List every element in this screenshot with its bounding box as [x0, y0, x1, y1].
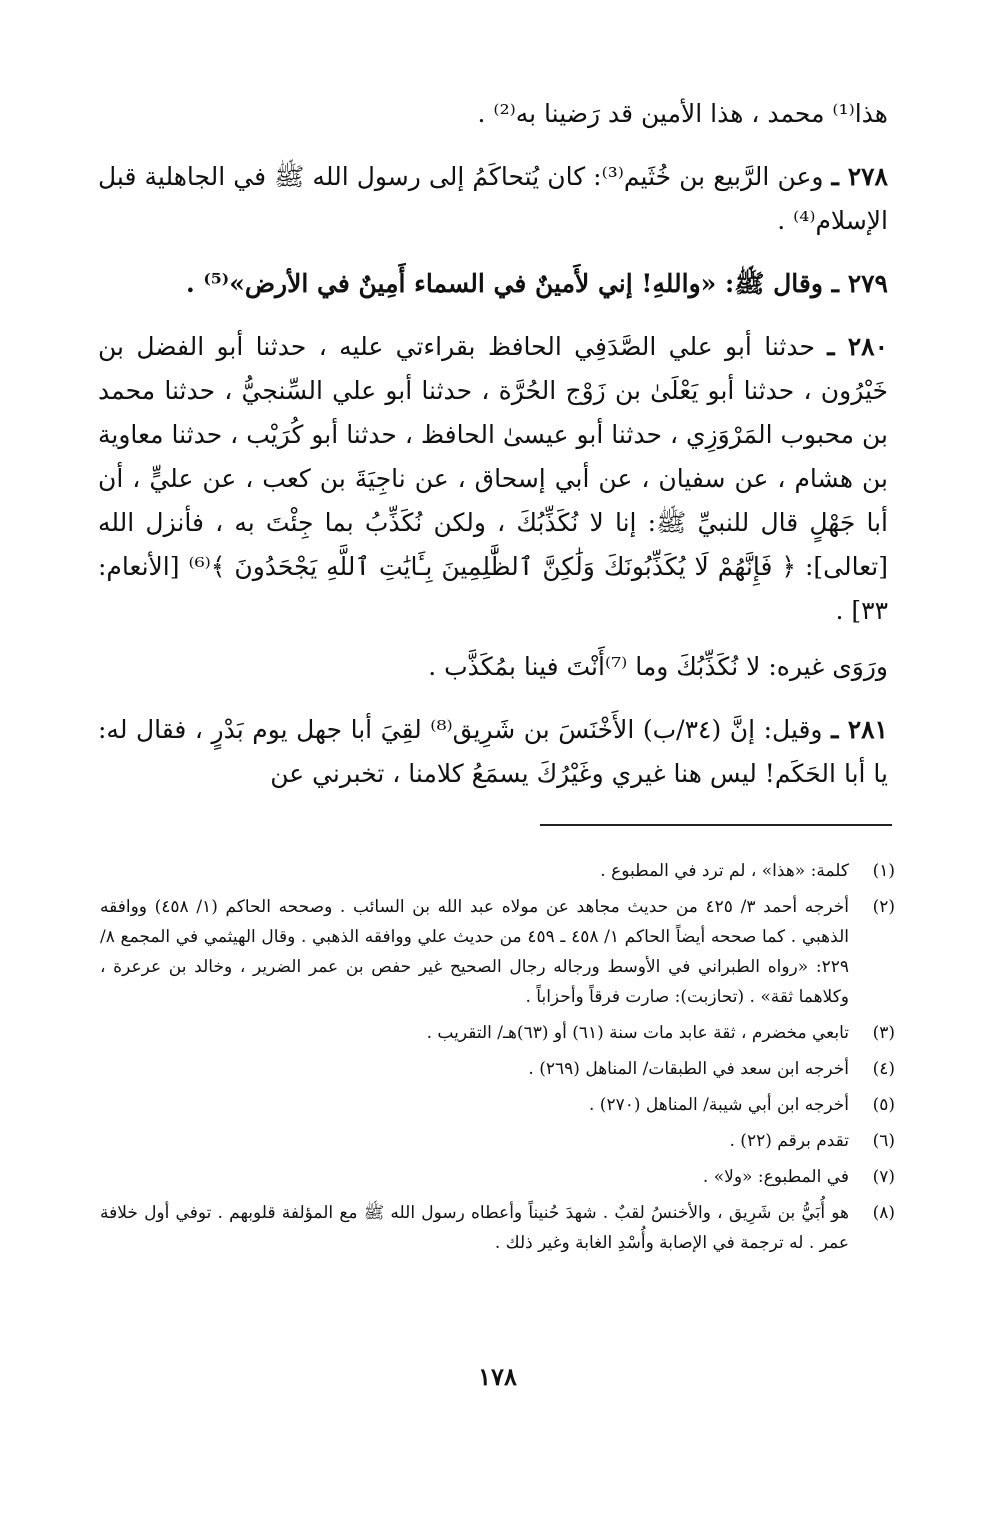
footnote	[100, 892, 895, 1012]
page-number: ١٧٨	[478, 1362, 517, 1391]
footnote-label: (١)	[872, 861, 895, 881]
footnote-label: (٧)	[872, 1167, 895, 1187]
footnote-text: كلمة: «هذا» ، لم ترد في المطبوع .	[600, 861, 849, 881]
opening-line: هذا⁽¹⁾ محمد ، هذا الأمين قد رَضينا به⁽²⁾ .	[477, 99, 888, 128]
paragraph-280	[98, 325, 888, 633]
paragraph-number: ٢٧٨ ـ	[831, 162, 888, 191]
footnote-label: (٥)	[872, 1095, 895, 1115]
footnote-separator	[540, 824, 892, 826]
footnote-text: هو أُبَيُّ بن شَرِيق ، والأخنسُ لقبٌ . شهدَ حُنيناً وأعطاه رسول الله ﷺ مع المؤلفة قلوبهم . توفي أول خلافة عمر . له ترجمة في الإصابة وأُسْدِ الغابة وغير ذلك .	[100, 1203, 849, 1253]
paragraph-text: حدثنا أبو علي الصَّدَفِي الحافظ بقراءتي عليه ، حدثنا أبو الفضل بن خَيْرُون ، حدثنا أبو يَعْلَىٰ بن زَوْج الحُرَّة ، حدثنا أبو علي السِّنجيُّ ، حدثنا محمد بن محبوب المَرْوَزِي ، حدثنا أبو عيسىٰ الحافظ ، حدثنا أبو كُرَيْب ، حدثنا معاوية بن هشام ، عن سفيان ، عن أبي إسحاق ، عن ناجِيَةَ بن كعب ، عن عليٍّ ، أن أبا جَهْلٍ قال للنبيِّ ﷺ: إنا لا نُكَذِّبُكَ ، ولكن نُكَذِّبُ بما جِئْتَ به ، فأنزل الله [تعالى]: ﴿ فَإِنَّهُمْ لَا يُكَذِّبُونَكَ وَلَٰكِنَّ ٱلظَّٰلِمِينَ بِـَٔايَٰتِ ٱللَّهِ يَجْحَدُونَ ﴾⁽⁶⁾ [الأنعام: ٣٣] .	[98, 332, 888, 625]
footnote	[100, 856, 895, 886]
paragraph-281	[98, 708, 888, 796]
footnote-text: أخرجه ابن أبي شيبة/ المناهل (٢٧٠) .	[589, 1095, 849, 1115]
paragraph-278	[98, 155, 888, 243]
footnote-text: أخرجه أحمد ٣/ ٤٢٥ من حديث مجاهد عن مولاه عبد الله بن السائب . وصححه الحاكم (١/ ٤٥٨) ووافقه الذهبي . كما صححه أيضاً الحاكم ١/ ٤٥٨ ـ ٤٥٩ من حديث علي ووافقه الذهبي . وقال الهيثمي في المجمع ٨/ ٢٢٩: «رواه الطبراني في الأوسط ورجاله رجال الصحيح غير حفص بن عمر الضرير ، وخالد بن عرعرة ، وكلاهما ثقة» . (تحازبت): صارت فرقاً وأحزاباً .	[100, 897, 849, 1007]
paragraph-text: وقال ﷺ: «واللهِ! إني لأَمينٌ في السماء أَمِينٌ في الأرض»⁽⁵⁾ .	[185, 269, 823, 298]
footnote	[100, 1198, 895, 1258]
footnote-label: (٢)	[872, 897, 895, 917]
paragraph-279	[98, 262, 888, 306]
footnote-text: أخرجه ابن سعد في الطبقات/ المناهل (٢٦٩) .	[528, 1059, 849, 1079]
paragraph-text: وعن الرَّبيع بن خُثَيم⁽³⁾: كان يُتحاكَمُ إلى رسول الله ﷺ في الجاهلية قبل الإسلام⁽⁴⁾ .	[98, 162, 888, 235]
footnote-label: (٣)	[872, 1023, 895, 1043]
footnote	[100, 1054, 895, 1084]
footnote	[100, 1090, 895, 1120]
footnote	[100, 1018, 895, 1048]
paragraph-number: ٢٧٩ ـ	[831, 269, 888, 298]
paragraph-280-variant: ورَوَى غيره: لا نُكَذِّبُكَ وما ⁽⁷⁾أَنْتَ فينا بمُكَذَّب .	[428, 652, 888, 681]
footnote-label: (٦)	[872, 1131, 895, 1151]
footnote-text: تابعي مخضرم ، ثقة عابد مات سنة (٦١) أو (٦٣)هـ/ التقريب .	[426, 1023, 849, 1043]
footnote	[100, 1162, 895, 1192]
footnote-text: في المطبوع: «ولا» .	[702, 1167, 849, 1187]
main-text	[98, 92, 888, 815]
paragraph-text: وقيل: إنَّ (٣٤/ب) الأَخْنَسَ بن شَرِيق⁽⁸⁾ لقِيَ أبا جهل يوم بَدْرٍ ، فقال له: يا أبا الحَكَم! ليس هنا غيري وغَيْرُكَ يسمَعُ كلامنا ، تخبرني عن	[98, 715, 888, 788]
paragraph-number: ٢٨٠ ـ	[827, 332, 889, 361]
footnote-text: تقدم برقم (٢٢) .	[729, 1131, 849, 1151]
footnote-label: (٤)	[872, 1059, 895, 1079]
footnote	[100, 1126, 895, 1156]
paragraph-number: ٢٨١ ـ	[831, 715, 888, 744]
footnote-label: (٨)	[872, 1203, 895, 1223]
footnotes	[100, 856, 895, 1264]
